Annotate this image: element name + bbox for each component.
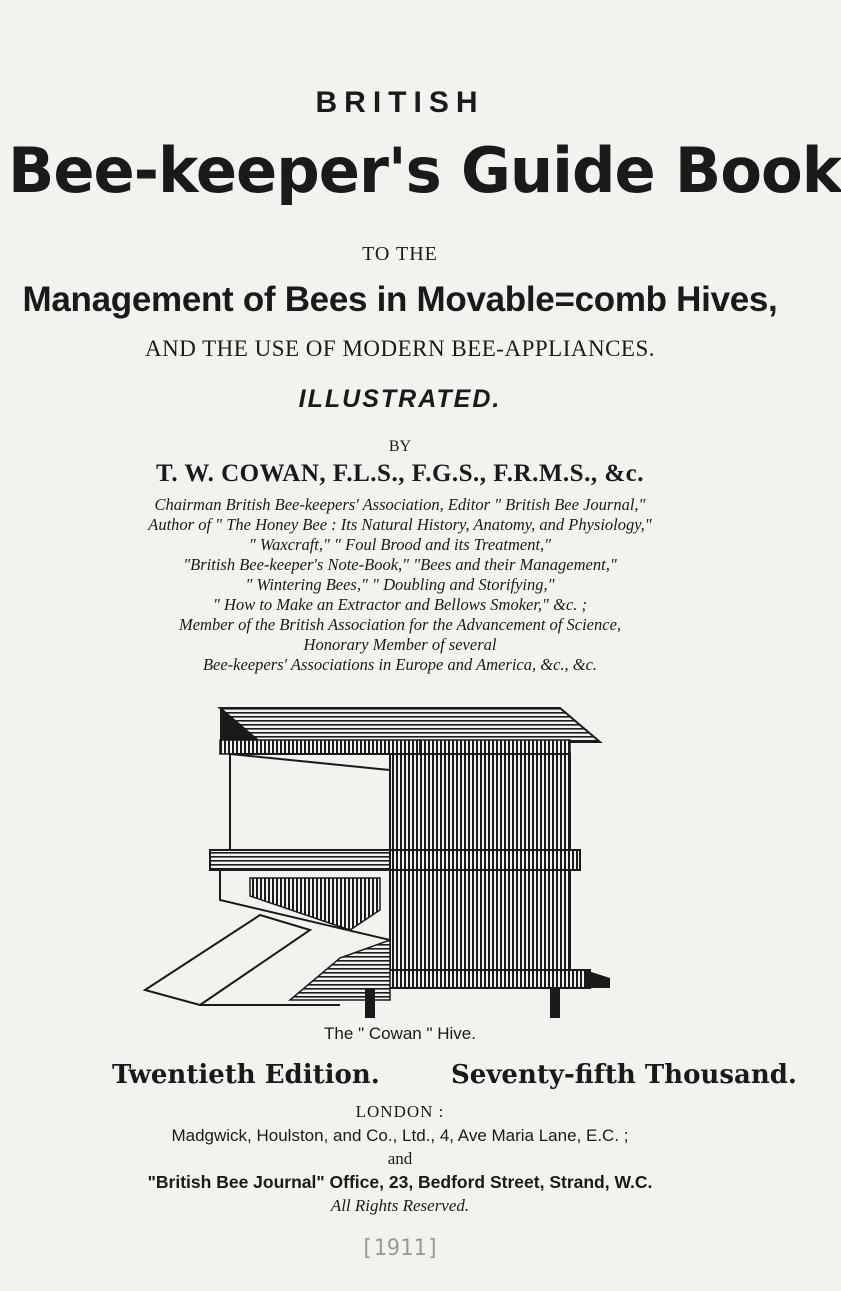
library-stamp-text: [1911]	[360, 1236, 440, 1261]
title-to-the: TO THE	[362, 243, 438, 265]
figure-caption: The " Cowan " Hive.	[324, 1024, 476, 1043]
subtitle-appliances: AND THE USE OF MODERN BEE-APPLIANCES.	[144, 336, 656, 361]
cowan-hive-illustration	[140, 700, 620, 1020]
credential-line: Chairman British Bee-keepers' Association, Editor " British Bee Journal,"	[154, 495, 646, 514]
author-credentials	[0, 495, 800, 675]
author-name: T. W. COWAN, F.L.S., F.G.S., F.R.M.S., &c.	[156, 460, 644, 487]
credential-line: " Wintering Bees," " Doubling and Storifying,"	[245, 575, 555, 594]
credential-line: Honorary Member of several	[303, 635, 497, 654]
title-british: BRITISH	[315, 86, 485, 119]
credential-line: Bee-keepers' Associations in Europe and America, &c., &c.	[202, 655, 598, 674]
publisher-primary: Madgwick, Houlston, and Co., Ltd., 4, Ave Maria Lane, E.C. ;	[171, 1126, 629, 1145]
publisher-conjunction: and	[387, 1149, 413, 1168]
edition-number: Twentieth Edition.	[112, 1060, 380, 1090]
main-title: Bee-keeper's Guide Book	[8, 134, 841, 207]
credential-line: "British Bee-keeper's Note-Book," "Bees and their Management,"	[183, 555, 617, 574]
credential-line: Member of the British Association for the Advancement of Science,	[178, 615, 622, 634]
subtitle-management: Management of Bees in Movable=comb Hives,	[22, 280, 778, 319]
library-stamp	[360, 1225, 440, 1267]
rights-notice: All Rights Reserved.	[330, 1196, 470, 1215]
credential-line: Author of " The Honey Bee : Its Natural History, Anatomy, and Physiology,"	[148, 515, 652, 534]
thousand-count: Seventy-fifth Thousand.	[451, 1060, 797, 1090]
by-label: BY	[388, 438, 412, 455]
credential-line: " How to Make an Extractor and Bellows Smoker," &c. ;	[212, 595, 588, 614]
imprint-city: LONDON :	[355, 1102, 445, 1121]
illustrated-label: ILLUSTRATED.	[298, 385, 502, 413]
publisher-secondary: "British Bee Journal" Office, 23, Bedford Street, Strand, W.C.	[147, 1172, 653, 1192]
credential-line: " Waxcraft," " Foul Brood and its Treatment,"	[248, 535, 552, 554]
